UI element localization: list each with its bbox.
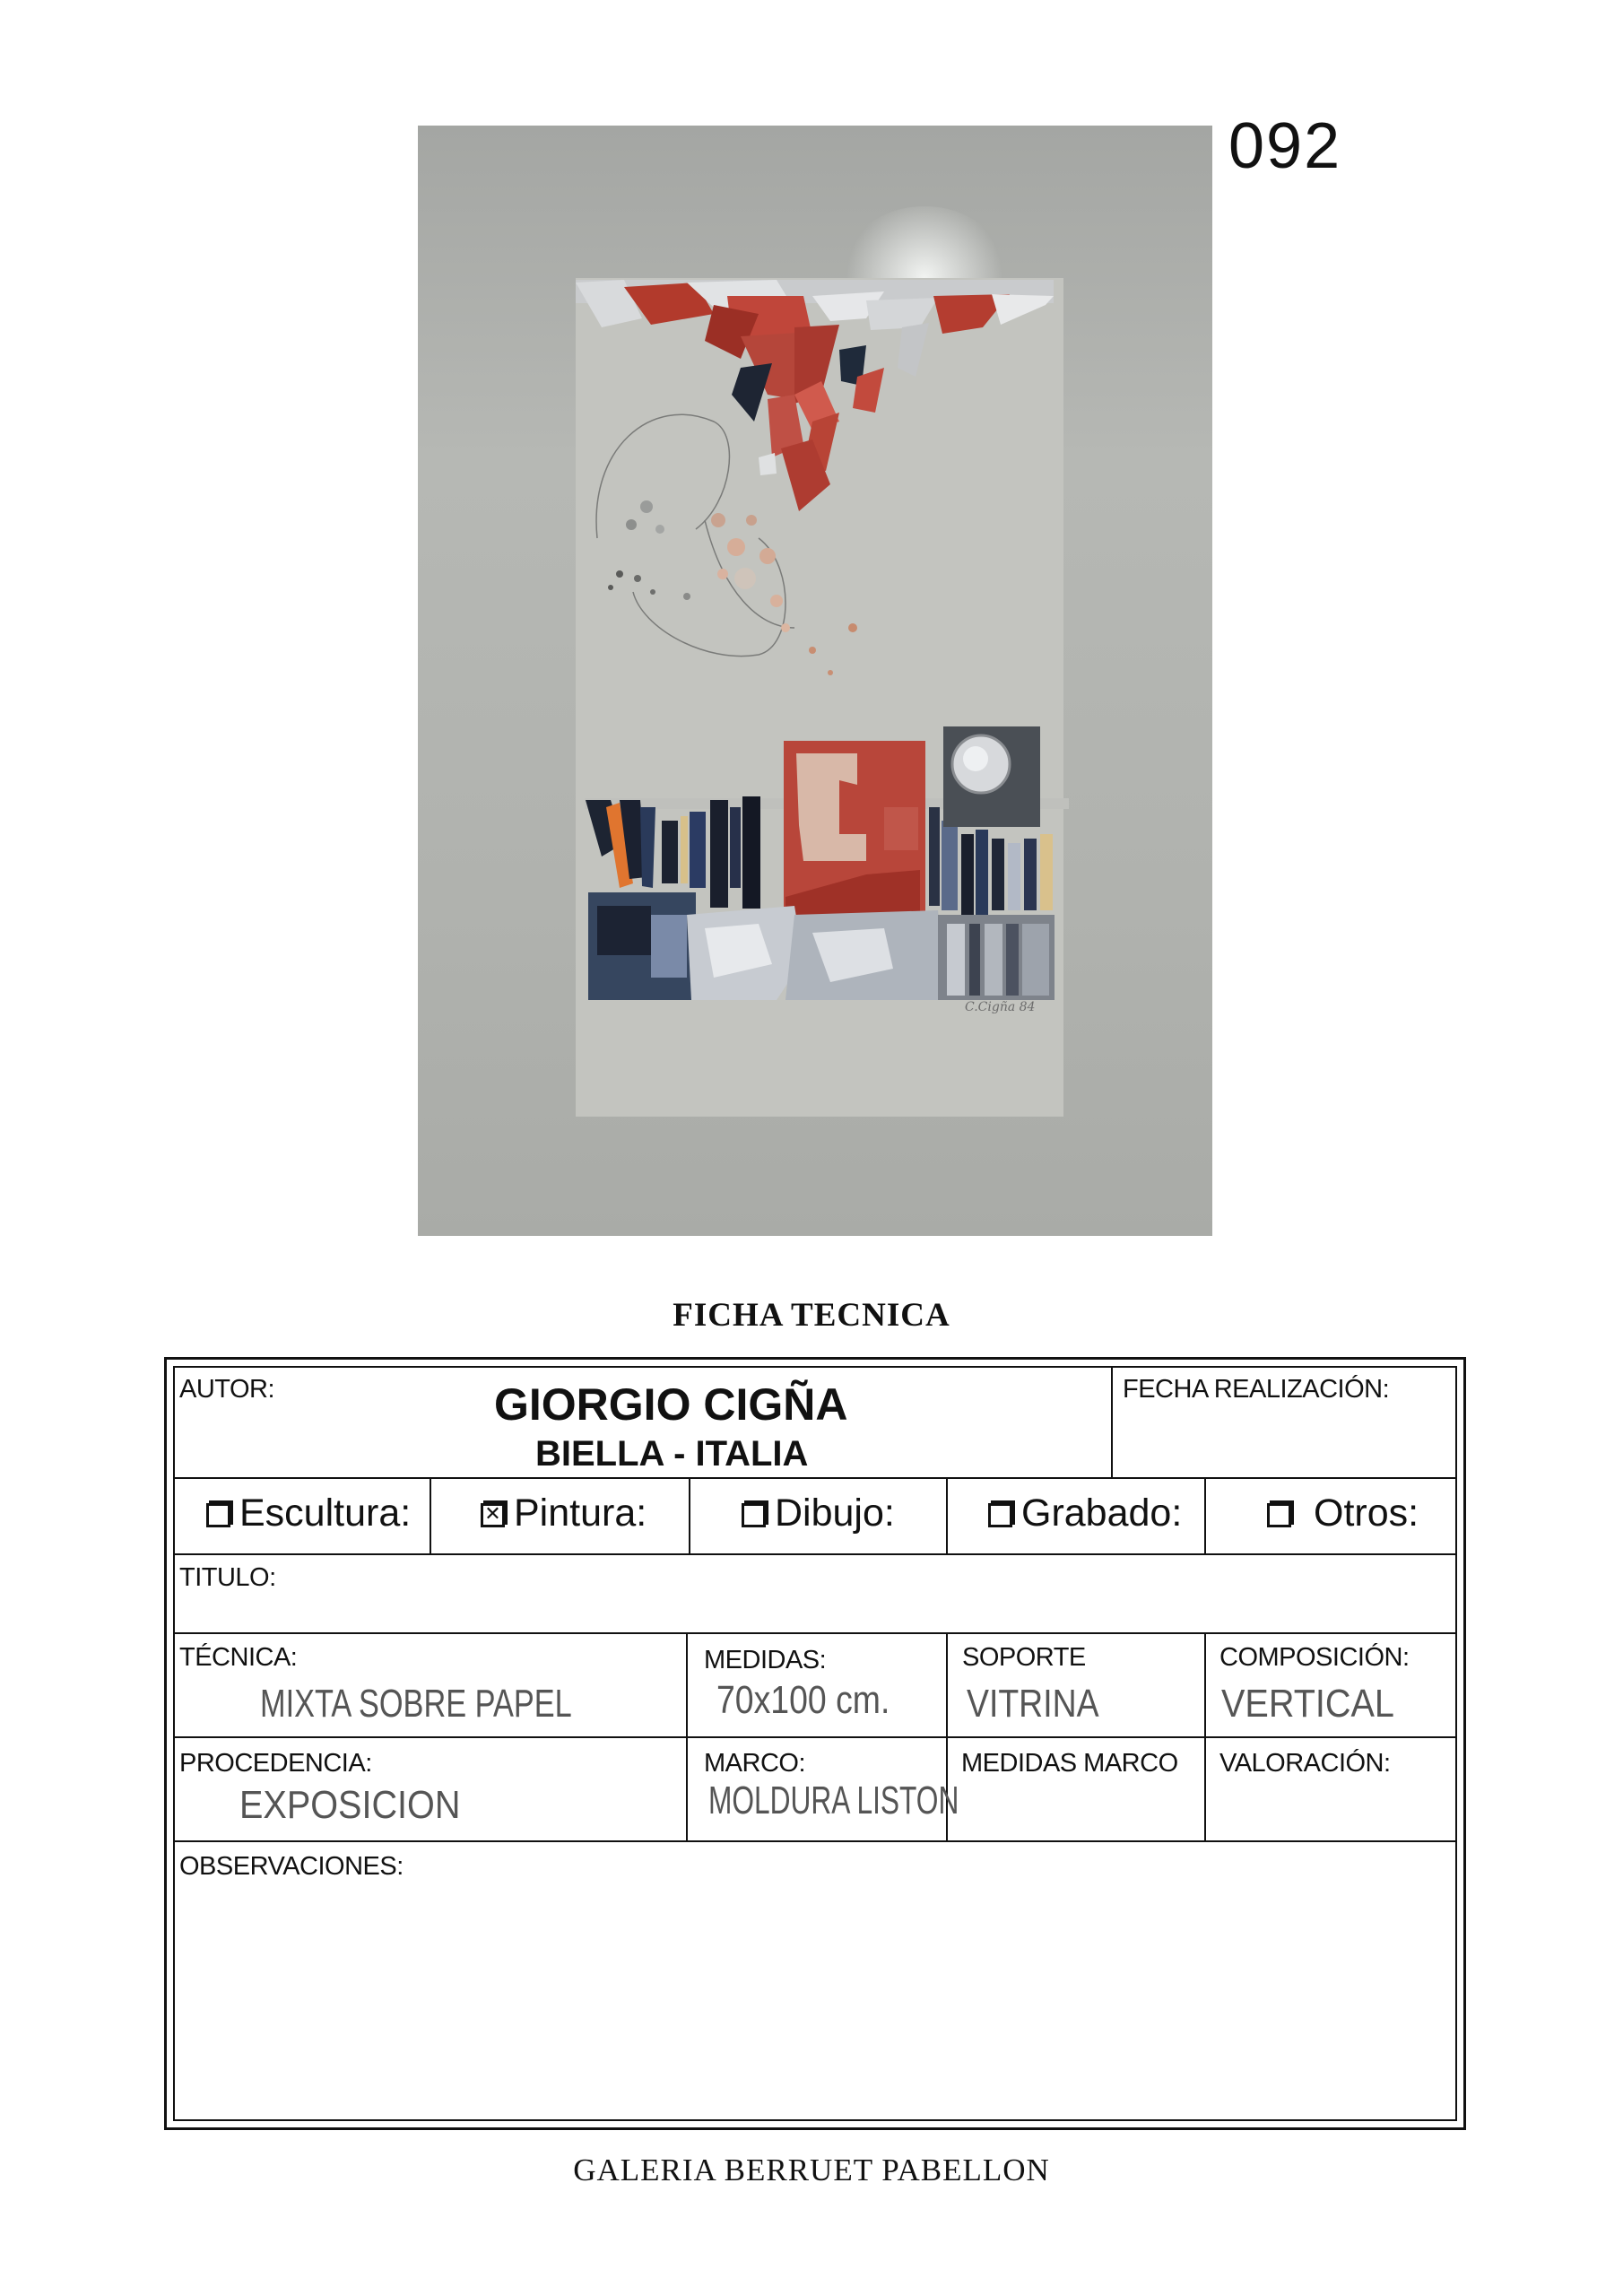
col-divider	[946, 1477, 948, 1553]
technical-card-inner-border	[173, 1366, 1457, 2121]
procedencia-label: PROCEDENCIA:	[179, 1749, 372, 1778]
composicion-label: COMPOSICIÓN:	[1219, 1643, 1410, 1672]
category-dibujo-label: Dibujo:	[775, 1492, 895, 1535]
checkbox-otros[interactable]	[1267, 1503, 1291, 1527]
checkbox-pintura-checked[interactable]: ✕	[481, 1503, 505, 1527]
row-divider	[175, 1632, 1455, 1634]
checkbox-grabado[interactable]	[988, 1503, 1012, 1527]
checkbox-dibujo[interactable]	[742, 1503, 766, 1527]
soporte-label: SOPORTE	[962, 1643, 1086, 1672]
soporte-value[interactable]: VITRINA	[967, 1682, 1099, 1726]
row-divider	[175, 1477, 1455, 1479]
row-divider	[175, 1840, 1455, 1842]
col-divider	[1111, 1368, 1113, 1477]
category-otros[interactable]	[1267, 1492, 1419, 1535]
procedencia-value[interactable]: EXPOSICION	[239, 1783, 461, 1827]
col-divider	[430, 1477, 431, 1553]
col-divider	[686, 1632, 688, 1840]
medidas-label: MEDIDAS:	[704, 1646, 827, 1674]
catalog-number: 092	[1228, 110, 1342, 182]
medidas-marco-label: MEDIDAS MARCO	[961, 1749, 1178, 1778]
lower-collage	[585, 726, 1069, 1000]
row-divider	[175, 1553, 1455, 1555]
author-origin: BIELLA - ITALIA	[535, 1434, 809, 1474]
tecnica-value[interactable]: MIXTA SOBRE PAPEL	[260, 1682, 572, 1726]
col-divider	[1204, 1477, 1206, 1553]
checkbox-escultura[interactable]	[206, 1503, 230, 1527]
col-divider	[689, 1477, 690, 1553]
row-divider	[175, 1736, 1455, 1738]
titulo-label: TITULO:	[179, 1563, 276, 1592]
artwork-photo	[418, 126, 1212, 1236]
upper-collage	[576, 280, 1054, 511]
marco-label: MARCO:	[704, 1749, 805, 1778]
category-grabado[interactable]	[988, 1492, 1182, 1535]
fecha-realizacion-label: FECHA REALIZACIÓN:	[1123, 1375, 1390, 1404]
category-escultura[interactable]	[206, 1492, 411, 1535]
category-escultura-label: Escultura:	[239, 1492, 412, 1535]
category-pintura[interactable]	[481, 1492, 647, 1535]
gallery-footer: GALERIA BERRUET PABELLON	[573, 2152, 1050, 2187]
medidas-value[interactable]: 70x100 cm.	[716, 1678, 890, 1722]
category-otros-label: Otros:	[1314, 1492, 1419, 1535]
autor-label: AUTOR:	[179, 1375, 275, 1404]
category-dibujo[interactable]	[742, 1492, 895, 1535]
col-divider	[1204, 1632, 1206, 1840]
tecnica-label: TÉCNICA:	[179, 1643, 298, 1672]
valoracion-label: VALORACIÓN:	[1219, 1749, 1391, 1778]
category-grabado-label: Grabado:	[1021, 1492, 1183, 1535]
observaciones-label: OBSERVACIONES:	[179, 1852, 404, 1881]
technical-card	[164, 1357, 1466, 2130]
composicion-value[interactable]: VERTICAL	[1221, 1682, 1394, 1726]
artwork-collage	[418, 126, 1212, 1236]
category-pintura-label: Pintura:	[514, 1492, 647, 1535]
author-name: GIORGIO CIGÑA	[494, 1379, 848, 1430]
artist-signature: C.Cigña 84	[965, 1000, 1036, 1014]
pencil-drawing	[596, 414, 794, 656]
ficha-tecnica-title: FICHA TECNICA	[673, 1297, 950, 1334]
marco-value[interactable]: MOLDURA LISTON	[708, 1779, 959, 1822]
